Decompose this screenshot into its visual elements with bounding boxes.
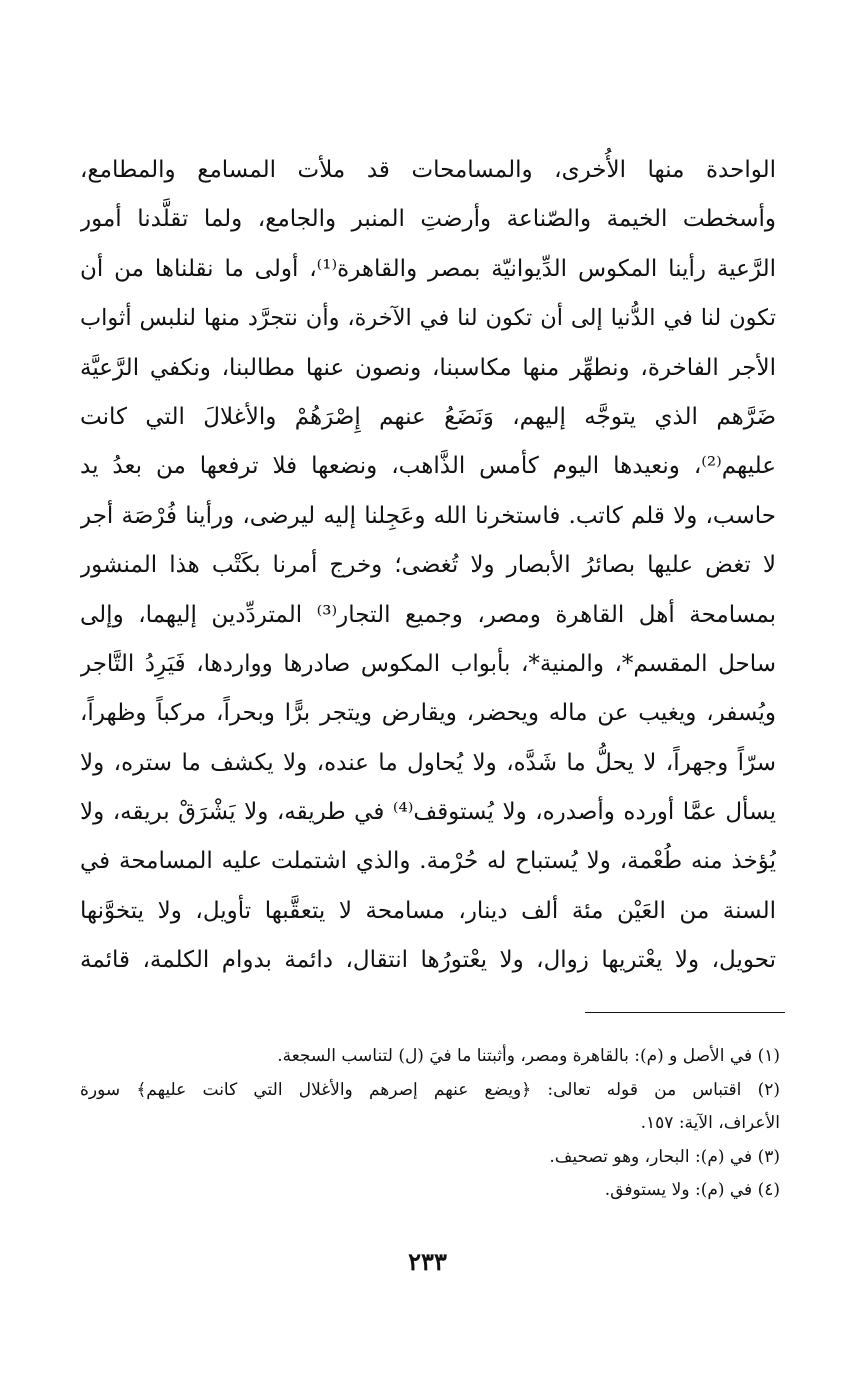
text-line: عليهم⁽²⁾، ونعيدها اليوم كأمس الذَّاهب، ونضعها فلا ترفعها من بعدُ يد bbox=[80, 453, 776, 480]
text-line: لا تغض عليها بصائرُ الأبصار ولا تُغضى؛ وخرج أمرنا بكَتْب هذا المنشور bbox=[80, 552, 776, 579]
text-line: الأجر الفاخرة، ونطهِّر منها مكاسبنا، ونصون عنها مطالبنا، ونكفي الرَّعيَّة bbox=[80, 354, 776, 381]
footnote-2: (٢) اقتباس من قوله تعالى: ﴿ويضع عنهم إصرهم والأغلال التي كانت عليهم﴾ سورة bbox=[80, 1079, 780, 1100]
text-line: يُؤخذ منه طُعْمة، ولا يُستباح له حُرْمة. والذي اشتملت عليه المسامحة في bbox=[80, 848, 776, 875]
text-line: بمسامحة أهل القاهرة ومصر، وجميع التجار⁽³⁾ المتردِّدين إليهما، وإلى bbox=[80, 601, 776, 628]
footnote-3: (٣) في (م): البحار، وهو تصحيف. bbox=[549, 1146, 780, 1167]
text-line: الواحدة منها الأُخرى، والمسامحات قد ملأت المسامع والمطامع، bbox=[80, 157, 776, 183]
footnote-separator bbox=[585, 1012, 785, 1013]
text-line: السنة من العَيْن مئة ألف دينار، مسامحة لا يتعقَّبها تأويل، ولا يتخوَّنها bbox=[80, 897, 776, 924]
text-line: ساحل المقسم*، والمنية*، بأبواب المكوس صادرها وواردها، فَيَرِدُ التَّاجر bbox=[80, 650, 776, 677]
text-line: تكون لنا في الدُّنيا إلى أن تكون لنا في الآخرة، وأن نتجرَّد منها لنلبس أثواب bbox=[80, 305, 776, 332]
text-line: تحويل، ولا يعْتريها زوال، ولا يعْتورُها انتقال، دائمة بدوام الكلمة، قائمة bbox=[80, 947, 776, 974]
footnote-4: (٤) في (م): ولا يستوفق. bbox=[604, 1180, 780, 1200]
text-line: حاسب، ولا قلم كاتب. فاستخرنا الله وعَجِلنا إليه ليرضى، ورأينا فُرْصَة أجر bbox=[80, 502, 776, 529]
text-line: سرّاً وجهراً، لا يحلُّ ما شَدَّه، ولا يُحاول ما عنده، ولا يكشف ما ستره، ولا bbox=[80, 749, 776, 776]
text-line: ضَرَّهم الذي يتوجَّه إليهم، وَنَضَعُ عنهم إِصْرَهُمْ والأغلالَ التي كانت bbox=[80, 403, 776, 430]
footnotes-block bbox=[80, 1040, 780, 1208]
main-text-block bbox=[80, 146, 776, 986]
text-line: يسأل عمَّا أورده وأصدره، ولا يُستوقف⁽⁴⁾ في طريقه، ولا يَشْرَقْ بريقه، ولا bbox=[80, 799, 776, 826]
text-line: وأسخطت الخيمة والصّناعة وأرضتِ المنبر والجامع، ولما تقلَّدنا أمور bbox=[80, 206, 776, 233]
page-number: ٢٣٣ bbox=[408, 1247, 447, 1276]
footnote-1: (١) في الأصل و (م): بالقاهرة ومصر، وأثبتنا ما فيَ (ل) لتناسب السجعة. bbox=[277, 1046, 780, 1066]
footnote-2-continuation: الأعراف، الآية: ١٥٧. bbox=[640, 1113, 780, 1133]
text-line: الرَّعية رأينا المكوس الدِّيوانيّة بمصر والقاهرة⁽¹⁾، أولى ما نقلناها من أن bbox=[80, 255, 776, 282]
text-line: ويُسفر، ويغيب عن ماله ويحضر، ويقارض ويتجر برًّا وبحراً، مركباً وظهراً، bbox=[80, 700, 776, 727]
